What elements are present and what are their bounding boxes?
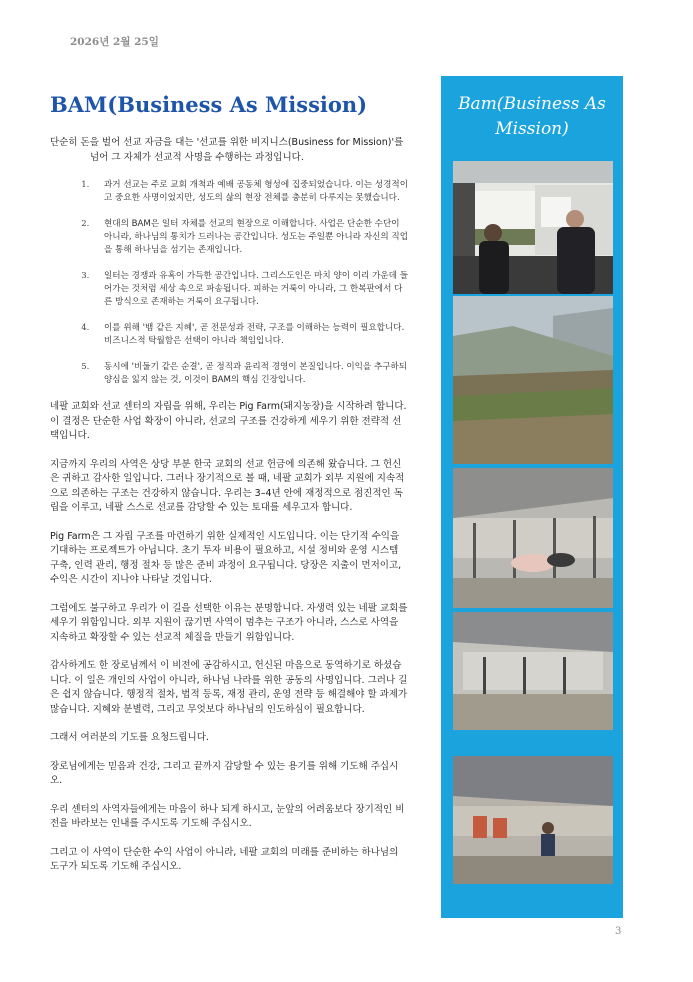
list-item: 5. 동시에 '비둘기 같은 순결', 곧 정직과 윤리적 경영이 본질입니다. 이익을 추구하되 양심을 잃지 않는 것, 이것이 BAM의 핵심 긴장입니다.: [92, 361, 410, 387]
body-paragraph: 우리 센터의 사역자들에게는 마음이 하나 되게 하시고, 눈앞의 어려움보다 장기적인 비전을 바라보는 인내를 주시도록 기도해 주십시오.: [50, 803, 405, 829]
list-item: 3. 일터는 경쟁과 유혹이 가득한 공간입니다. 그리스도인은 마치 양이 이리 가운데 들어가는 것처럼 세상 속으로 파송됩니다. 피하는 거룩이 아니라, 그 한복판에서 다른 방식으로 존재하는 거룩이 요구됩니다.: [92, 270, 410, 309]
article-title: BAM(Business As Mission): [50, 92, 368, 117]
sidebar-title: Bam(Business As Mission): [458, 94, 606, 139]
mission-list: [50, 179, 410, 387]
list-item: 1. 과거 선교는 주로 교회 개척과 예배 공동체 형성에 집중되었습니다. 이는 성경적이고 중요한 사명이었지만, 성도의 삶의 현장 전체를 충분히 다루지는 못했습니다.: [92, 179, 410, 205]
body-paragraph: 감사하게도 한 장로님께서 이 비전에 공감하시고, 헌신된 마음으로 동역하기로 하셨습니다. 이 일은 개인의 사업이 아니라, 하나님 나라를 위한 공동의 사명입니다. 그러나 길은 쉽지 않습니다. 행정적 절차, 법적 등록, 재정 관리, 운영 전략 등 해결해야 할 과제가 많습니다. 지혜와 분별력, 그리고 무엇보다 하나님의 인도하심이 필요합니다.: [50, 660, 408, 715]
body-paragraph: 네팔 교회와 선교 센터의 자립을 위해, 우리는 Pig Farm(돼지농장)을 시작하려 합니다. 이 결정은 단순한 사업 확장이 아니라, 선교의 구조를 건강하게 세우기 위한 전략적 선택입니다.: [50, 401, 407, 441]
two-men-farm-photo: [453, 161, 613, 294]
list-item: 2. 현대의 BAM은 일터 자체를 선교의 현장으로 이해합니다. 사업은 단순한 수단이 아니라, 하나님의 통치가 드러나는 공간입니다. 성도는 주일뿐 아니라 자신의 직업을 통해 하나님을 섬기는 존재입니다.: [92, 218, 410, 257]
sidebar-panel: [441, 76, 623, 918]
date-header: 2026년 2월 25일: [70, 36, 159, 48]
body-paragraph: 그리고 이 사역이 단순한 수익 사업이 아니라, 네팔 교회의 미래를 준비하는 하나님의 도구가 되도록 기도해 주십시오.: [50, 846, 399, 872]
barn-interior-photo: [453, 612, 613, 730]
body-paragraph: 장로님에게는 믿음과 건강, 그리고 끝까지 감당할 수 있는 용기를 위해 기도해 주십시오.: [50, 760, 399, 786]
body-paragraph: 지금까지 우리의 사역은 상당 부분 한국 교회의 선교 헌금에 의존해 왔습니다. 그 헌신은 귀하고 감사한 일입니다. 그러나 장기적으로 볼 때, 네팔 교회가 외부 지원에 지속적으로 의존하는 구조는 건강하지 않습니다. 우리는 3–4년 안에 재정적으로 점진적인 독립을 이루고, 네팔 스스로 선교를 감당할 수 있는 토대를 세우고자 합니다.: [50, 458, 405, 513]
list-item: 4. 이를 위해 '뱀 같은 지혜', 곧 전문성과 전략, 구조를 이해하는 능력이 필요합니다. 비즈니스적 탁월함은 선택이 아니라 책임입니다.: [92, 322, 410, 348]
body-paragraph: Pig Farm은 그 자립 구조를 마련하기 위한 실제적인 시도입니다. 이는 단기적 수익을 기대하는 프로젝트가 아닙니다. 초기 투자 비용이 필요하고, 시설 정비와 운영 시스템 구축, 인력 관리, 행정 절차 등 많은 준비 과정이 요구됩니다. 당장은 지출이 먼저이고, 수익은 시간이 지나야 나타날 것입니다.: [50, 530, 402, 585]
barn-workers-photo: [453, 756, 613, 884]
farm-shed-field-photo: [453, 296, 613, 464]
pig-pens-photo: [453, 468, 613, 608]
article-body: [50, 136, 410, 889]
intro-paragraph: 단순히 돈을 벌어 선교 자금을 대는 '선교를 위한 비지니스(Business for Mission)'를 넘어 그 자체가 선교적 사명을 수행하는 과정입니다.: [50, 137, 404, 163]
body-paragraph: 그래서 여러분의 기도를 요청드립니다.: [50, 732, 209, 743]
page-number: 3: [615, 926, 622, 937]
body-paragraph: 그럼에도 불구하고 우리가 이 길을 선택한 이유는 분명합니다. 자생력 있는 네팔 교회를 세우기 위함입니다. 외부 지원이 끊기면 사역이 멈추는 구조가 아니라, 스스로 사역을 지속하고 확장할 수 있는 선교적 체질을 만들기 위함입니다.: [50, 602, 408, 643]
